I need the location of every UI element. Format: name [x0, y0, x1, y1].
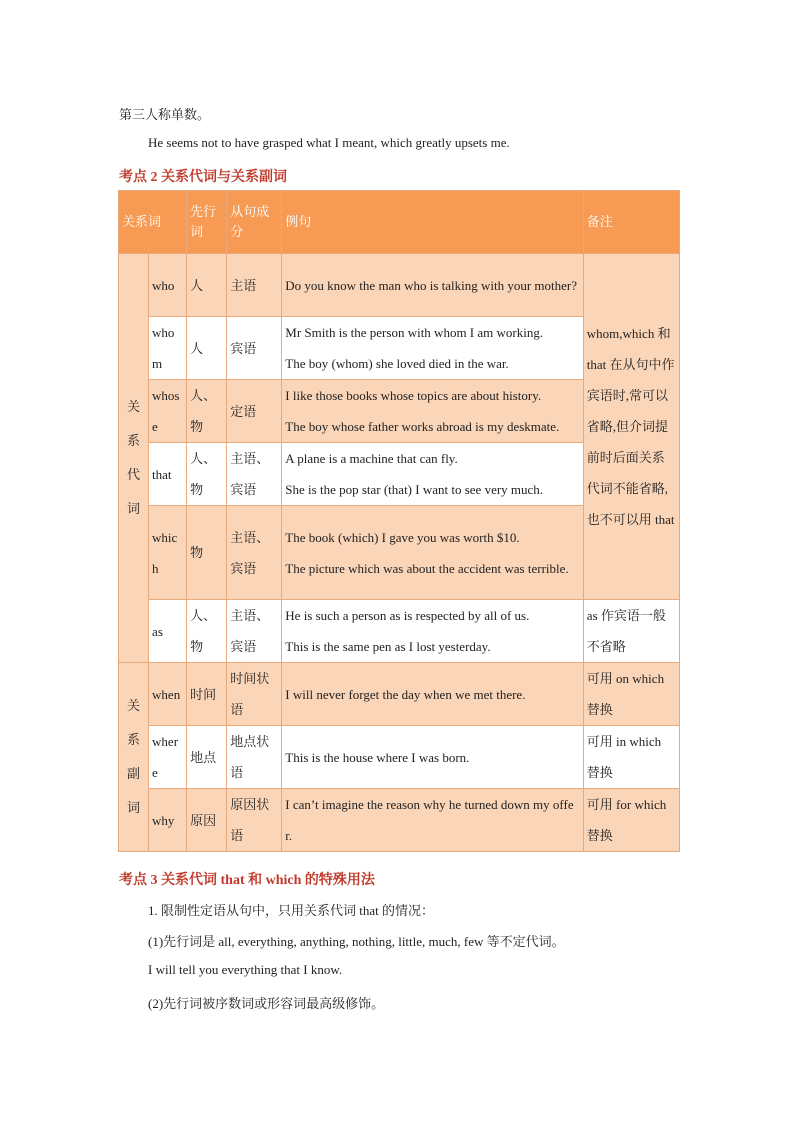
table-row [119, 726, 680, 789]
body-para-4: (2)先行词被序数词或形容词最高级修饰。 [148, 996, 385, 1011]
relative-word: which [149, 506, 187, 600]
example-sentence: This is the house where I was born. [285, 749, 470, 765]
example-sentence: The boy whose father works abroad is my deskmate. [285, 419, 560, 434]
example-cell [282, 506, 584, 600]
note-when: 可用 on which 替换 [583, 663, 679, 726]
vertical-label-text: 关 系 代 词 [127, 399, 141, 516]
example-cell [282, 254, 584, 317]
example-cell [282, 443, 584, 506]
example-cell [282, 663, 584, 726]
relative-word: as [149, 600, 187, 663]
note-merged: whom,which 和 that 在从句中作宾语时,常可以省略,但介词提前时后面关系代词不能省略,也不可以用 that [583, 254, 679, 600]
antecedent: 物 [187, 506, 227, 600]
header-antecedent: 先行词 [187, 191, 227, 254]
header-note: 备注 [583, 191, 679, 254]
antecedent: 人、物 [187, 600, 227, 663]
example-sentence: I like those books whose topics are about history. [285, 388, 542, 403]
section-3-heading: 考点 3 关系代词 that 和 which 的特殊用法 [119, 873, 375, 888]
example-sentence: Mr Smith is the person with whom I am working. [285, 325, 544, 340]
intro-line-1: 第三人称单数。 [119, 107, 211, 122]
example-cell [282, 726, 584, 789]
clause-role: 定语 [227, 380, 282, 443]
relative-word: who [149, 254, 187, 317]
example-sentence: I will never forget the day when we met there. [285, 686, 526, 702]
example-sentence: The boy (whom) she loved died in the war. [285, 356, 509, 371]
clause-role: 时间状语 [227, 663, 282, 726]
example-sentence: I can’t imagine the reason why he turned down my offer. [285, 797, 574, 843]
antecedent: 人、物 [187, 443, 227, 506]
table-row [119, 254, 680, 317]
table-header-row [119, 191, 680, 254]
clause-role: 原因状语 [227, 789, 282, 852]
antecedent: 地点 [187, 726, 227, 789]
header-clause-role: 从句成分 [227, 191, 282, 254]
table-row [119, 789, 680, 852]
example-cell [282, 600, 584, 663]
intro-line-2: He seems not to have grasped what I meant, which greatly upsets me. [148, 135, 510, 150]
example-sentence: A plane is a machine that can fly. [285, 451, 458, 466]
header-relative-word: 关系词 [119, 191, 187, 254]
note-why: 可用 for which 替换 [583, 789, 679, 852]
clause-role: 主语、宾语 [227, 443, 282, 506]
table-row [119, 600, 680, 663]
antecedent: 人、物 [187, 380, 227, 443]
clause-role: 地点状语 [227, 726, 282, 789]
table-row [119, 663, 680, 726]
relative-word: whom [149, 317, 187, 380]
clause-role: 主语 [227, 254, 282, 317]
antecedent: 人 [187, 254, 227, 317]
antecedent: 时间 [187, 663, 227, 726]
body-para-3: I will tell you everything that I know. [148, 962, 343, 977]
body-para-1: 1. 限制性定语从句中，只用关系代词 that 的情况： [148, 903, 434, 918]
section-2-heading: 考点 2 关系代词与关系副词 [119, 170, 287, 185]
relative-words-table [118, 190, 680, 852]
example-sentence: He is such a person as is respected by all of us. [285, 608, 530, 623]
relative-word: where [149, 726, 187, 789]
relative-word: when [149, 663, 187, 726]
relative-word: why [149, 789, 187, 852]
example-sentence: This is the same pen as I lost yesterday. [285, 639, 491, 654]
header-example: 例句 [282, 191, 584, 254]
group-pronoun-label [119, 254, 149, 663]
antecedent: 人 [187, 317, 227, 380]
example-sentence: The book (which) I gave you was worth $10. [285, 529, 520, 545]
vertical-label-text: 关 系 副 词 [127, 698, 141, 815]
clause-role: 主语、宾语 [227, 600, 282, 663]
clause-role: 宾语 [227, 317, 282, 380]
example-cell [282, 789, 584, 852]
relative-word: whose [149, 380, 187, 443]
example-sentence: The picture which was about the accident was terrible. [285, 560, 569, 576]
example-sentence: Do you know the man who is talking with your mother? [285, 277, 578, 293]
relative-word: that [149, 443, 187, 506]
body-para-2: (1)先行词是 all, everything, anything, nothing, little, much, few 等不定代词。 [148, 934, 565, 949]
example-sentence: She is the pop star (that) I want to see very much. [285, 482, 544, 497]
note-as: as 作宾语一般不省略 [583, 600, 679, 663]
group-adverb-label [119, 663, 149, 852]
antecedent: 原因 [187, 789, 227, 852]
example-cell [282, 317, 584, 380]
clause-role: 主语、宾语 [227, 506, 282, 600]
note-where: 可用 in which 替换 [583, 726, 679, 789]
example-cell [282, 380, 584, 443]
